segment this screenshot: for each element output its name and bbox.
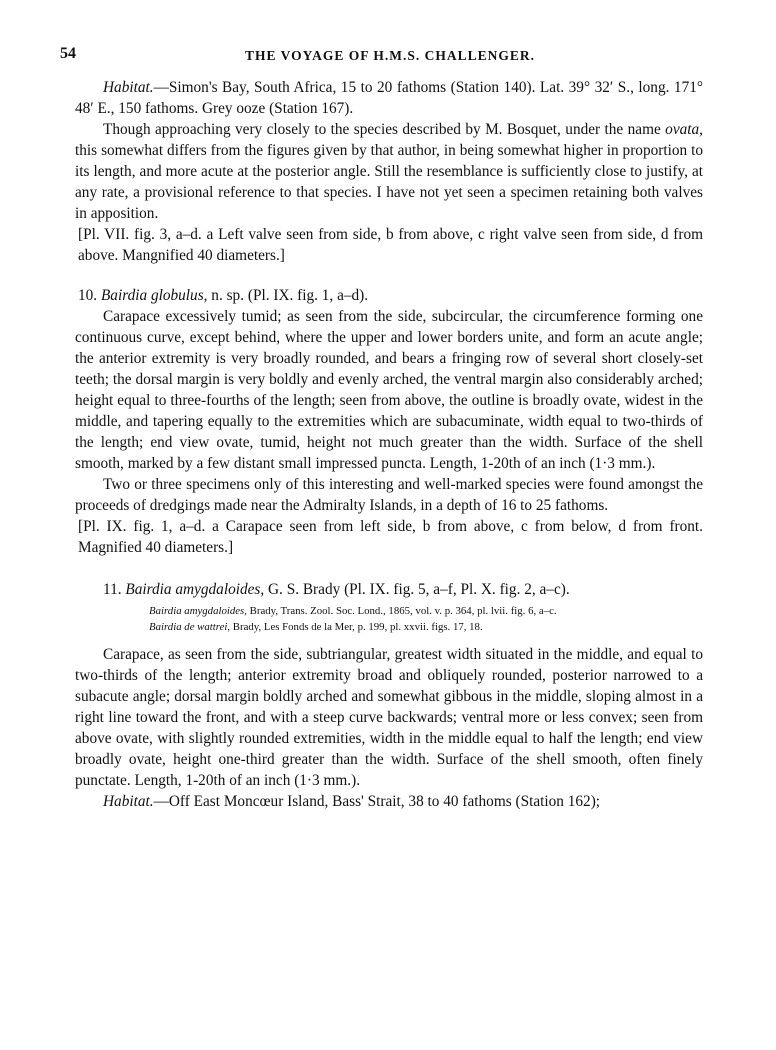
- running-title: THE VOYAGE OF H.M.S. CHALLENGER.: [244, 48, 536, 63]
- species-description: Carapace, as seen from the side, subtriangular, greatest width situated in the middle, and equal to two-thirds of the length; anterior extremity broad and obliquely rounded, posterior narrowed to a subacute angle; dorsal margin boldly arched and somewhat gibbous in the middle, sloping almost in a right line toward the front, and with a steep curve backwards; ventral more or less convex; seen from above ovate, with slightly rounded extremities, width in the middle equal to half the length; end view broadly ovate, height one-third greater than the width. Surface of the shell smooth, often finely punctate. Length, 1-20th of an inch (1·3 mm.).: [75, 646, 703, 789]
- remarks-paragraph: Though approaching very closely to the species described by M. Bosquet, under the name ovata, this somewhat differs from the figures given by that author, in being somewhat higher in proportion to its length, and more acute at the posterior angle. Still the resemblance is sufficiently close to justify, at any rate, a provisional reference to that species. I have not yet seen a specimen retaining both valves in apposition.: [75, 121, 703, 222]
- species-name: Bairdia globulus: [100, 287, 204, 304]
- species-heading-10: 10. Bairdia globulus, n. sp. (Pl. IX. fig. 1, a–d).: [78, 287, 369, 304]
- synonymy-list: [75, 603, 703, 635]
- habitat-label: Habitat.: [103, 793, 154, 810]
- habitat-paragraph: [75, 791, 703, 812]
- remarks-paragraph: Two or three specimens only of this interesting and well-marked species were found amongst the proceeds of dredgings made near the Admiralty Islands, in a depth of 16 to 25 fathoms.: [75, 476, 703, 514]
- page-header: [60, 43, 720, 67]
- habitat-paragraph: [75, 77, 703, 119]
- habitat-label: Habitat.: [103, 79, 154, 96]
- page-body: [75, 77, 703, 812]
- species-description: Carapace excessively tumid; as seen from the side, subcircular, the circumference forming one continuous curve, except behind, where the upper and lower borders unite, and form an acute angle; the anterior extremity is very broadly rounded, and bears a fringing row of several short closely-set teeth; the dorsal margin is very boldly and evenly arched, the ventral margin also considerably arched; height equal to three-fourths of the length; seen from above, the outline is broadly ovate, widest in the middle, and tapering equally to the extremities which are subacuminate, width equal to two-thirds of the length; end view ovate, tumid, height not much greater than the width. Surface of the shell smooth, marked by a few distant small impressed puncta. Length, 1-20th of an inch (1·3 mm.).: [75, 308, 703, 472]
- habitat-text: —Off East Moncœur Island, Bass' Strait, 38 to 40 fathoms (Station 162);: [153, 793, 601, 810]
- species-name: Bairdia amygdaloides: [125, 581, 261, 598]
- page-number: 54: [60, 45, 76, 62]
- habitat-text: —Simon's Bay, South Africa, 15 to 20 fathoms (Station 140). Lat. 39° 32′ S., long. 171° 48′ E., 150 fathoms. Grey ooze (Station 167).: [75, 79, 703, 117]
- plate-reference: [Pl. VII. fig. 3, a–d. a Left valve seen from side, b from above, c right valve seen from side, d from above. Mangnified 40 diameters.]: [78, 226, 703, 264]
- plate-reference: [Pl. IX. fig. 1, a–d. a Carapace seen from left side, b from above, c from below, d from front. Magnified 40 diameters.]: [78, 518, 703, 556]
- synonymy-entry: Bairdia amygdaloides, Brady, Trans. Zool. Soc. Lond., 1865, vol. v. p. 364, pl. lvii. fig. 6, a–c.: [149, 605, 557, 617]
- species-name-ovata: ovata: [665, 121, 700, 138]
- synonymy-entry: Bairdia de wattrei, Brady, Les Fonds de la Mer, p. 199, pl. xxvii. figs. 17, 18.: [149, 621, 483, 633]
- species-heading-11: 11. Bairdia amygdaloides, G. S. Brady (Pl. IX. fig. 5, a–f, Pl. X. fig. 2, a–c).: [103, 581, 570, 598]
